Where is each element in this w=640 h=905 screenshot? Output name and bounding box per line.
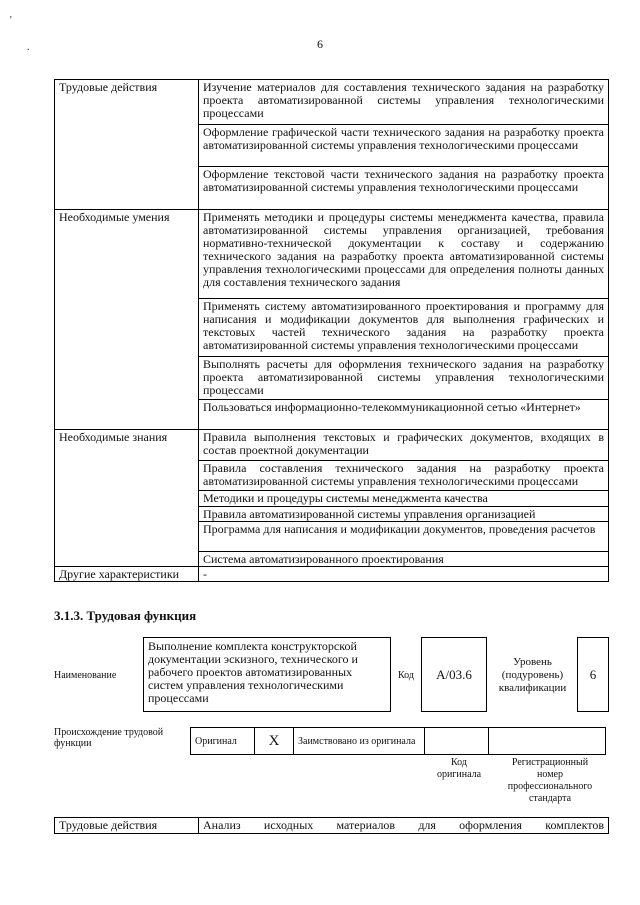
table-cell: - (199, 567, 609, 582)
competency-table (54, 79, 609, 582)
original-code-caption: Код оригинала (436, 757, 482, 780)
table-cell: Пользоваться информационно-телекоммуникационной сетью «Интернет» (199, 400, 609, 430)
knowledge-label: Необходимые знания (55, 430, 199, 567)
corner-mark-left: . (27, 42, 30, 53)
table-cell: Изучение материалов для составления технического задания на разработку проекта автоматизированной системы управления технологическими процессами (199, 80, 609, 125)
original-label: Оригинал (191, 728, 255, 755)
original-mark: X (255, 728, 294, 755)
origin-label: Происхождение трудовой функции (54, 727, 164, 749)
section-title: 3.1.3. Трудовая функция (54, 608, 197, 623)
level-label: Уровень (подуровень) квалификации (498, 656, 567, 694)
corner-mark-top: ' (10, 15, 12, 26)
labor-actions-label: Трудовые действия (55, 80, 199, 210)
original-code-cell (425, 728, 489, 755)
qualification-level: 6 (577, 637, 609, 712)
registration-number-caption: Регистрационный номер профессионального стандарта (507, 757, 593, 804)
name-label: Наименование (54, 670, 117, 681)
table-cell: Правила выполнения текстовых и графических документов, входящих в состав проектной документации (199, 430, 609, 461)
labor-actions-label-2: Трудовые действия (55, 818, 199, 834)
table-cell: Правила составления технического задания на разработку проекта автоматизированной системы управления технологическими процессами (199, 461, 609, 491)
table-cell: Методики и процедуры системы менеджмента качества (199, 491, 609, 507)
table-cell: Анализ исходных материалов для оформления комплектов (199, 818, 609, 834)
table-cell: Правила автоматизированной системы управления организацией (199, 507, 609, 522)
table-cell: Применять методики и процедуры системы менеджмента качества, правила автоматизированной системы управления организацией, требования нормативно-технической документации к составу и содержанию технического задания на разработку проекта автоматизированной системы управления технологическими процессами для определения полноты данных для составления технического задания (199, 210, 609, 299)
origin-table (190, 727, 606, 755)
table-cell: Программа для написания и модификации документов, проведения расчетов (199, 522, 609, 552)
table-cell: Оформление графической части технического задания на разработку проекта автоматизированной системы управления технологическими процессами (199, 125, 609, 167)
borrowed-label: Заимствовано из оригинала (294, 728, 425, 755)
other-characteristics-label: Другие характеристики (55, 567, 199, 582)
table-cell: Применять систему автоматизированного проектирования и программу для написания и модификации документов для выполнения графических и текстовых частей технического задания на разработку проекта автоматизированной системы управления технологическими процессами (199, 299, 609, 357)
labor-actions-table (54, 817, 609, 834)
table-cell: Выполнять расчеты для оформления технического задания на разработку проекта автоматизированной системы управления технологическими процессами (199, 357, 609, 400)
function-name: Выполнение комплекта конструкторской документации эскизного, технического и рабочего проектов автоматизированных систем управления технологическими процессами (143, 637, 391, 712)
function-code: A/03.6 (421, 637, 487, 712)
table-cell: Оформление текстовой части технического задания на разработку проекта автоматизированной системы управления технологическими процессами (199, 167, 609, 210)
skills-label: Необходимые умения (55, 210, 199, 430)
registration-number-cell (489, 728, 606, 755)
page-number: 6 (317, 37, 323, 51)
code-label: Код (398, 670, 414, 681)
table-cell: Система автоматизированного проектирования (199, 552, 609, 567)
